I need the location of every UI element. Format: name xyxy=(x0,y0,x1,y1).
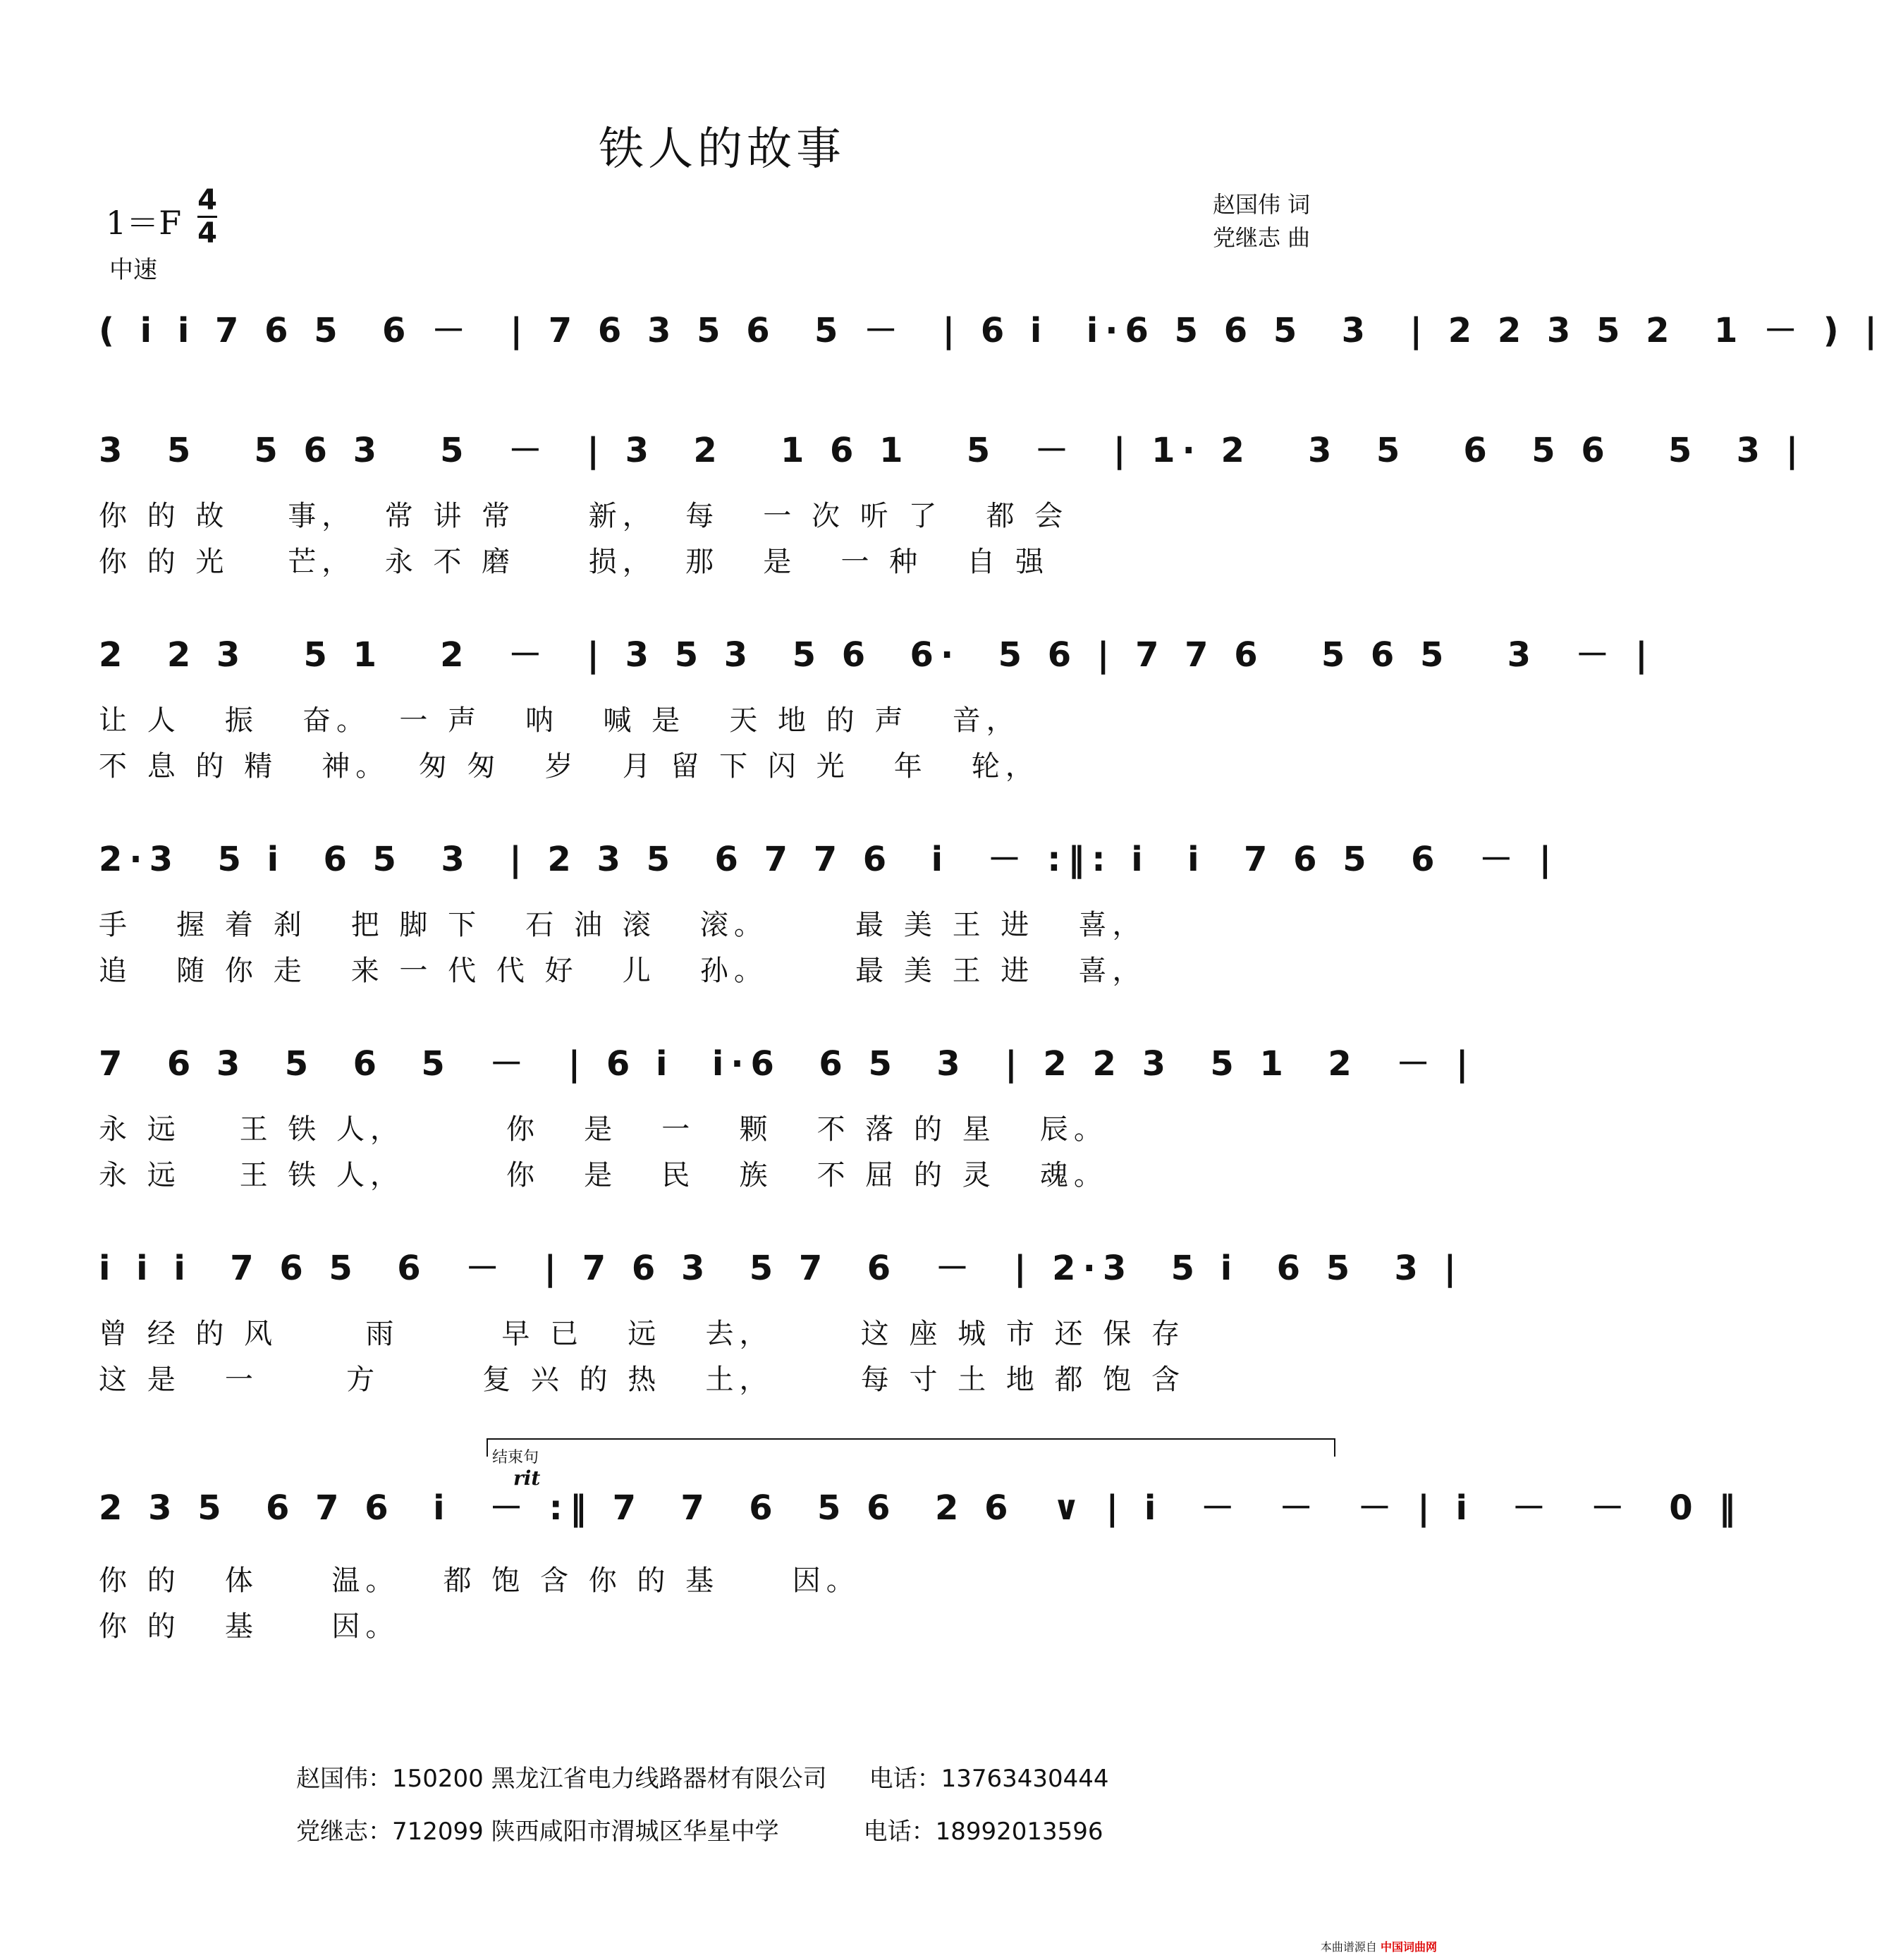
lyric-verse-1: 让 人 振 奋。 一 声 呐 喊 是 天 地 的 声 音， xyxy=(99,704,1020,737)
ritardando-marking: rit xyxy=(513,1466,541,1490)
source-prefix: 本曲谱源自 xyxy=(1320,1940,1377,1954)
lyric-verse-1: 你 的 体 温。 都 饱 含 你 的 基 因。 xyxy=(99,1564,860,1597)
lyric-verse-1: 你 的 故 事， 常 讲 常 新， 每 一 次 听 了 都 会 xyxy=(99,500,1069,532)
contact-phone: 电话：18992013596 xyxy=(863,1818,1103,1846)
notation-line: 7 6 3 5 6 5 － | 6 i i·6 6 5 3 | 2 2 3 5 1 2 － | xyxy=(99,1044,1476,1084)
key-signature: 1＝F xyxy=(106,204,182,242)
lyric-verse-1: 永 远 王 铁 人， 你 是 一 颗 不 落 的 星 辰。 xyxy=(99,1113,1108,1146)
lyric-verse-1: 曾 经 的 风 雨 早 已 远 去， 这 座 城 市 还 保 存 xyxy=(99,1318,1186,1350)
notation-line: 2 3 5 6 7 6 i － :‖ 7 7 6 5 6 2 6 ∨ | i － － － | i － － 0 ‖ xyxy=(99,1488,1743,1528)
tempo-marking: 中速 xyxy=(109,256,157,284)
contact-name: 赵国伟：150200 黑龙江省电力线路器材有限公司 xyxy=(296,1765,827,1793)
lyric-verse-2: 不 息 的 精 神。 匆 匆 岁 月 留 下 闪 光 年 轮， xyxy=(99,750,1039,783)
contact-lyricist xyxy=(296,1759,1109,1794)
lyric-verse-2: 你 的 基 因。 xyxy=(99,1610,400,1643)
lyric-verse-2: 永 远 王 铁 人， 你 是 民 族 不 屈 的 灵 魂。 xyxy=(99,1159,1108,1192)
notation-line: 2·3 5 i 6 5 3 | 2 3 5 6 7 7 6 i － :‖: i i 7 6 5 6 － | xyxy=(99,840,1559,879)
lyricist-credit: 赵国伟 词 xyxy=(1213,191,1311,218)
time-signature-bottom: 4 xyxy=(197,217,217,250)
source-watermark xyxy=(1321,1938,1437,1954)
contact-composer xyxy=(296,1812,1103,1846)
composer-credit: 党继志 曲 xyxy=(1213,224,1311,251)
time-signature-top: 4 xyxy=(197,184,217,216)
notation-line: 3 5 5 6 3 5 － | 3 2 1 6 1 5 － | 1· 2 3 5 6 5 6 5 3 | xyxy=(99,431,1806,470)
lyric-verse-2: 追 随 你 走 来 一 代 代 好 儿 孙。 最 美 王 进 喜， xyxy=(99,955,1146,987)
ending-label: 结束句 xyxy=(492,1449,539,1466)
contact-phone: 电话：13763430444 xyxy=(869,1765,1109,1793)
ending-bracket xyxy=(487,1438,1335,1457)
lyric-verse-2: 这 是 一 方 复 兴 的 热 土， 每 寸 土 地 都 饱 含 xyxy=(99,1364,1186,1396)
lyric-verse-1: 手 握 着 刹 把 脚 下 石 油 滚 滚。 最 美 王 进 喜， xyxy=(99,909,1146,941)
notation-line: 2 2 3 5 1 2 － | 3 5 3 5 6 6· 5 6 | 7 7 6 5 6 5 3 － | xyxy=(99,635,1655,675)
lyric-verse-2: 你 的 光 芒， 永 不 磨 损， 那 是 一 种 自 强 xyxy=(99,546,1050,578)
notation-line: ( i i 7 6 5 6 － | 7 6 3 5 6 5 － | 6 i i·6 5 6 5 3 | 2 2 3 5 2 1 － ) | xyxy=(99,311,1884,350)
time-signature xyxy=(197,185,217,249)
contact-name: 党继志：712099 陕西咸阳市渭城区华星中学 xyxy=(296,1818,779,1846)
source-site-link[interactable]: 中国词曲网 xyxy=(1380,1940,1437,1954)
page-title: 铁人的故事 xyxy=(599,123,845,176)
notation-line: i i i 7 6 5 6 － | 7 6 3 5 7 6 － | 2·3 5 i 6 5 3 | xyxy=(99,1249,1464,1288)
